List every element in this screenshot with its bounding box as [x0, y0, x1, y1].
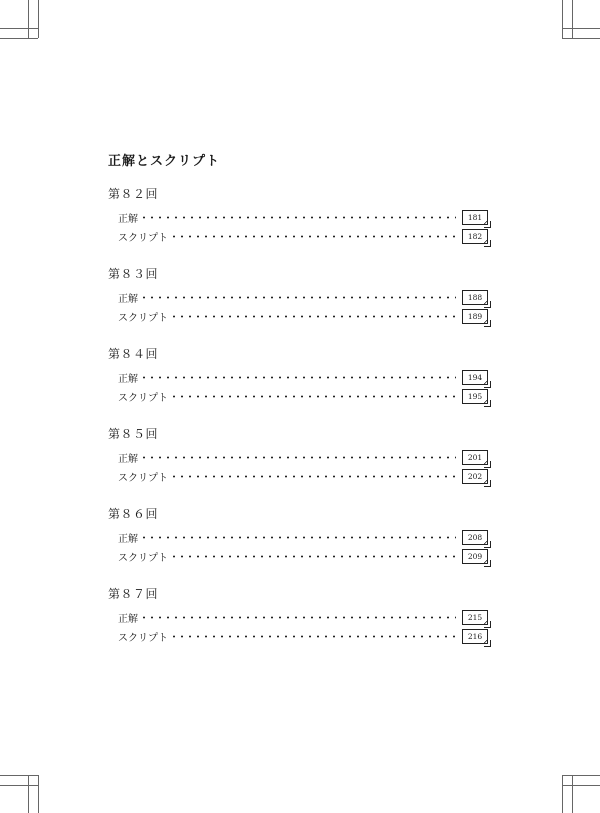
toc-entry[interactable] — [108, 368, 488, 387]
section-title: 第８６回 — [108, 507, 159, 521]
entry-label: 正解 — [118, 214, 138, 225]
page-number-box: 216 — [462, 629, 488, 644]
page-number-box: 195 — [462, 389, 488, 404]
dot-leader — [170, 235, 456, 238]
dot-leader — [170, 555, 456, 558]
entry-label: 正解 — [118, 614, 138, 625]
section-title: 第８２回 — [108, 187, 159, 201]
toc-section — [108, 345, 488, 406]
page-number-box: 215 — [462, 610, 488, 625]
toc-entry[interactable] — [108, 208, 488, 227]
page-number-box: 201 — [462, 450, 488, 465]
dot-leader — [140, 376, 456, 379]
dot-leader — [140, 616, 456, 619]
section-title: 第８４回 — [108, 347, 159, 361]
page-number-box: 208 — [462, 530, 488, 545]
dot-leader — [140, 296, 456, 299]
page-number-box: 202 — [462, 469, 488, 484]
toc-entry[interactable] — [108, 448, 488, 467]
toc-entry[interactable] — [108, 307, 488, 326]
toc-entry[interactable] — [108, 547, 488, 566]
dot-leader — [170, 475, 456, 478]
dot-leader — [140, 536, 456, 539]
page-number-box: 189 — [462, 309, 488, 324]
page-number-box: 209 — [462, 549, 488, 564]
toc-entry[interactable] — [108, 387, 488, 406]
toc-section — [108, 425, 488, 486]
toc-entry[interactable] — [108, 288, 488, 307]
section-title: 第８５回 — [108, 427, 159, 441]
section-title: 第８７回 — [108, 587, 159, 601]
page-number-box: 188 — [462, 290, 488, 305]
entry-label: スクリプト — [118, 553, 168, 564]
entry-label: 正解 — [118, 534, 138, 545]
toc-section — [108, 505, 488, 566]
toc-sections — [108, 185, 488, 646]
section-title: 第８３回 — [108, 267, 159, 281]
toc-section — [108, 185, 488, 246]
page-number-box: 181 — [462, 210, 488, 225]
dot-leader — [170, 635, 456, 638]
page-number-box: 182 — [462, 229, 488, 244]
toc-section — [108, 265, 488, 326]
entry-label: スクリプト — [118, 473, 168, 484]
entry-label: スクリプト — [118, 633, 168, 644]
toc-entry[interactable] — [108, 227, 488, 246]
entry-label: スクリプト — [118, 313, 168, 324]
entry-label: スクリプト — [118, 393, 168, 404]
entry-label: スクリプト — [118, 233, 168, 244]
toc-entry[interactable] — [108, 608, 488, 627]
entry-label: 正解 — [118, 454, 138, 465]
toc-entry[interactable] — [108, 627, 488, 646]
dot-leader — [140, 216, 456, 219]
toc-section — [108, 585, 488, 646]
toc-entry[interactable] — [108, 528, 488, 547]
page-title: 正解とスクリプト — [108, 154, 221, 169]
page-number-box: 194 — [462, 370, 488, 385]
dot-leader — [170, 395, 456, 398]
table-of-contents — [108, 150, 488, 665]
toc-entry[interactable] — [108, 467, 488, 486]
dot-leader — [170, 315, 456, 318]
dot-leader — [140, 456, 456, 459]
entry-label: 正解 — [118, 374, 138, 385]
entry-label: 正解 — [118, 294, 138, 305]
